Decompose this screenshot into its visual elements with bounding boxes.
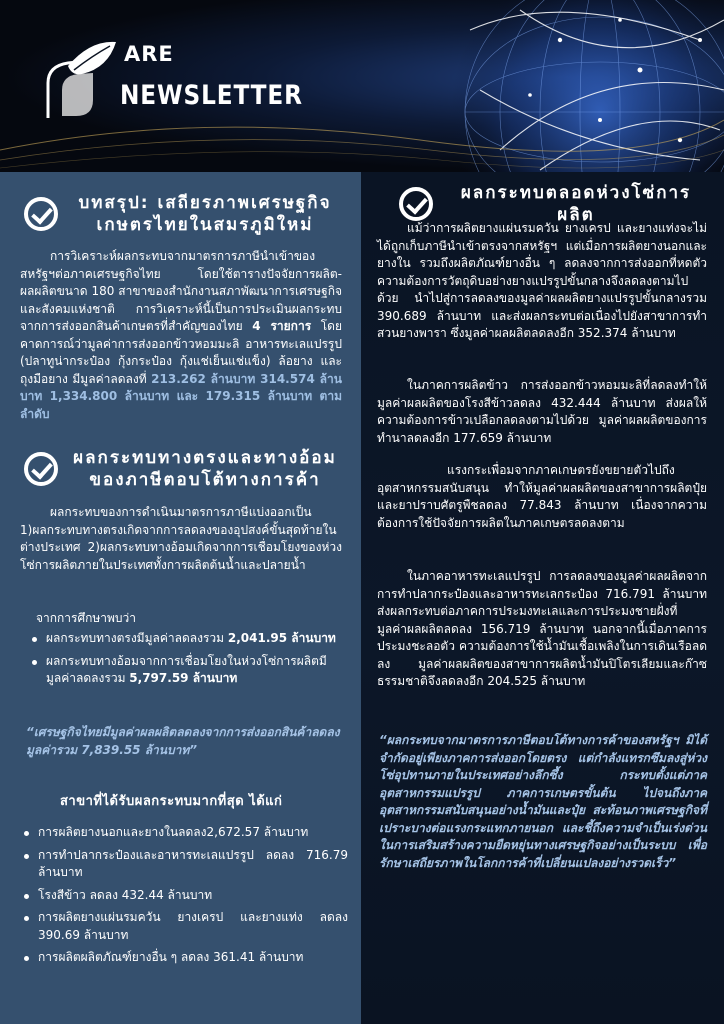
list-item: การทำปลากระป๋องและอาหารทะเลแปรรูป ลดลง 716.79 ล้านบาท xyxy=(22,847,348,882)
header-banner xyxy=(0,0,724,172)
fertilizer-paragraph: แรงกระเพื่อมจากภาคเกษตรยังขยายตัวไปถึงอุตสาหกรรมสนับสนุน ทำให้มูลค่าผลผลิตของสาขาการผลิตปุ๋ยและยาปราบศัตรูพืชลดลง 77.843 ล้านบาท เนื่องจากความต้องการใช้ปัจจัยการผลิตในภาคเกษตรลดลงตาม xyxy=(377,463,707,530)
summary-title-line1: บทสรุป: เสถียรภาพเศรษฐกิจ xyxy=(78,193,332,213)
impact-paragraph xyxy=(20,504,342,574)
study-intro: จากการศึกษาพบว่า xyxy=(36,611,137,625)
brand-name: ARE xyxy=(124,42,174,66)
impact-title-line1: ผลกระทบทางตรงและทางอ้อม xyxy=(73,448,337,468)
summary-heading xyxy=(24,192,344,236)
supply-chain-title: ผลกระทบตลอดห่วงโซ่การผลิต xyxy=(460,183,692,225)
top-sectors-list xyxy=(22,824,348,972)
summary-title-line2: เกษตรไทยในสมรภูมิใหม่ xyxy=(96,215,314,235)
right-column xyxy=(361,172,724,1024)
rice-paragraph: ในภาคการผลิตข้าว การส่งออกข้าวหอมมะลิที่ลดลงทำให้มูลค่าผลผลิตของโรงสีข้าวลดลง 432.444 ล้านบาท ส่งผลให้ความต้องการข้าวเปลือกลดลงตามไปด้วย มูลค่าผลผลิตของการทำนาลดลงอีก 177.659 ล้านบาท xyxy=(377,378,707,445)
summary-text: การวิเคราะห์ผลกระทบจากมาตรการภาษีนำเข้าของสหรัฐฯต่อภาคเศรษฐกิจไทย โดยใช้ตารางปัจจัยการผลิต-ผลผลิตขนาด 180 สาขาของสำนักงานสภาพัฒนาการเศรษฐกิจและสังคมแห่งชาติ การวิเคราะห์นี้เป็นการประเมินผลกระทบจากการส่งออกสินค้าเกษตรที่สำคัญของไทย xyxy=(20,249,342,333)
list-item: ผลกระทบทางตรงมีมูลค่าลดลงรวม 2,041.95 ล้านบาท xyxy=(30,630,340,648)
list-item: การผลิตผลิตภัณฑ์ยางอื่น ๆ ลดลง 361.41 ล้านบาท xyxy=(22,949,348,967)
check-circle-icon xyxy=(24,197,58,231)
summary-values: 213.262 ล้านบาท 314.574 ล้านบาท 1,334.800 ล้านบาท และ 179.315 ล้านบาท ตามลำดับ xyxy=(20,371,342,421)
study-list xyxy=(30,630,340,693)
list-item: โรงสีข้าว ลดลง 432.44 ล้านบาท xyxy=(22,887,348,905)
list-item: การผลิตยางแผ่นรมควัน ยางเครป และยางแท่ง ลดลง 390.69 ล้านบาท xyxy=(22,909,348,944)
impact-text: ผลกระทบของการดำเนินมาตรการภาษีแบ่งออกเป็น 1)ผลกระทบทางตรงเกิดจากการลดลงของอุปสงค์ขั้นสุดท้ายในต่างประเทศ 2)ผลกระทบทางอ้อมเกิดจากการเชื่อมโยงของห่วงโซ่การผลิตภายในประเทศทั้งการผลิตต้นน้ำและปลายน้ำ xyxy=(20,505,342,572)
summary-paragraph xyxy=(20,248,342,423)
summary-bold: 4 รายการ xyxy=(252,319,312,333)
rubber-paragraph: แม้ว่าการผลิตยางแผ่นรมควัน ยางเครป และยางแท่งจะไม่ได้ถูกเก็บภาษีนำเข้าตรงจากสหรัฐฯ แต่เมื่อการผลิตยางนอกและยางใน รวมถึงผลิตภัณฑ์ยางอื่น ๆ ลดลงจากการส่งออกที่หดตัว ความต้องการวัตถุดิบอย่างยางแปรรูปขั้นกลางจึงลดลงตามไปด้วย นำไปสู่การลดลงของมูลค่าผลผลิตยางแปรรูปขั้นกลางรวม 390.689 ล้านบาท และส่งผลกระทบต่อเนื่องไปยังสาขาการทำสวนยางพารา ซึ่งมูลค่าผลผลิตลดลงอีก 352.374 ล้านบาท xyxy=(377,221,707,340)
summary-text-2: โดยคาดการณ์ว่ามูลค่าการส่งออกข้าวหอมมะลิ อาหารทะเลแปรรูป (ปลาทูน่ากระป๋อง กุ้งกระป๋อง กุ้งแช่เย็นแช่แข็ง) ล้อยาง และถุงมือยาง มีมูลค่าลดลงที่ xyxy=(20,319,342,386)
top-sectors-title: สาขาที่ได้รับผลกระทบมากที่สุด ได้แก่ xyxy=(60,794,283,809)
summary-quote: “เศรษฐกิจไทยมีมูลค่าผลผลิตลดลงจากการส่งออกสินค้าลดลงมูลค่ารวม 7,839.55 ล้านบาท” xyxy=(26,725,340,757)
newsletter-title: NEWSLETTER xyxy=(120,80,303,111)
list-item: การผลิตยางนอกและยางในลดลง2,672.57 ล้านบาท xyxy=(22,824,348,842)
list-item: ผลกระทบทางอ้อมจากการเชื่อมโยงในห่วงโซ่การผลิตมีมูลค่าลดลงรวม 5,797.59 ล้านบาท xyxy=(30,653,340,688)
conclusion-quote: “ผลกระทบจากมาตรการภาษีตอบโต้ทางการค้าของสหรัฐฯ มิได้จำกัดอยู่เพียงภาคการส่งออกโดยตรง แต่กำลังแทรกซึมลงสู่ห่วงโซ่อุปทานภายในประเทศอย่างลึกซึ้ง กระทบตั้งแต่ภาคอุตสาหกรรมแปรรูป ภาคการเกษตรขั้นต้น ไปจนถึงภาคอุตสาหกรรมสนับสนุนอย่างน้ำมันและปุ๋ย สะท้อนภาพเศรษฐกิจที่เปราะบางต่อแรงกระแทกภายนอก และชี้ถึงความจำเป็นเร่งด่วนในการเสริมสร้างความยืดหยุ่นทางเศรษฐกิจอย่างเป็นระบบ เพื่อรักษาเสถียรภาพในโลกการค้าที่เปลี่ยนแปลงอย่างรวดเร็ว” xyxy=(379,733,707,870)
impact-title-line2: ของภาษีตอบโต้ทางการค้า xyxy=(89,470,321,490)
seafood-paragraph: ในภาคอาหารทะเลแปรรูป การลดลงของมูลค่าผลผลิตจากการทำปลากระป๋องและอาหารทะเลกระป๋อง 716.791 ล้านบาท ส่งผลกระทบต่อภาคการประมงทะเลและการประมงชายฝั่งที่มูลค่าผลผลิตลดลง 156.719 ล้านบาท นอกจากนี้เมื่อภาคการประมงชะลอตัว ความต้องการใช้น้ำมันเชื้อเพลิงในการเดินเรือลดลง มูลค่าผลผลิตของสาขาการผลิตน้ำมันปิโตรเลียมและก๊าซธรรมชาติจึงลดลงอีก 204.525 ล้านบาท xyxy=(377,569,707,688)
left-column xyxy=(0,172,361,1024)
impact-heading xyxy=(24,447,344,491)
check-circle-icon xyxy=(24,452,58,486)
leaf-logo-icon xyxy=(38,38,118,122)
check-circle-icon xyxy=(399,187,433,221)
